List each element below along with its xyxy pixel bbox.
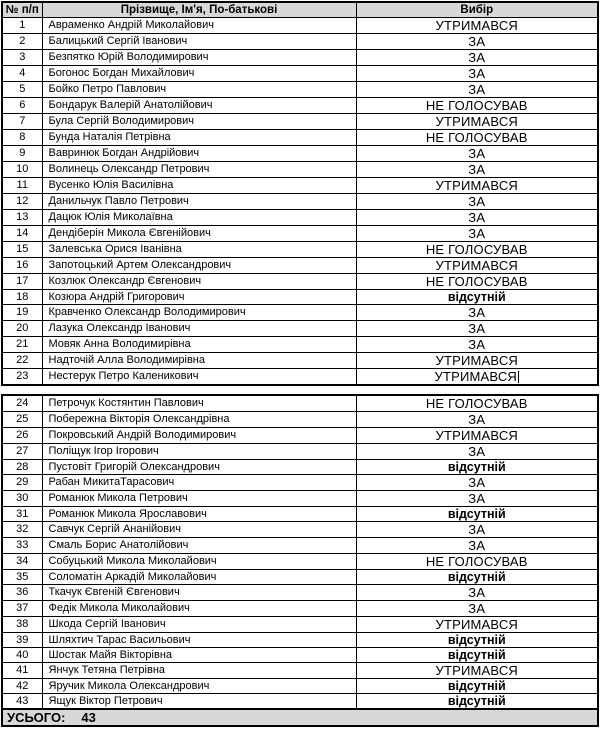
row-number-cell[interactable]: 43 — [2, 693, 42, 709]
vote-cell[interactable]: відсутній — [356, 506, 598, 521]
vote-cell[interactable]: відсутній — [356, 459, 598, 474]
voting-table-part2 — [1, 394, 599, 727]
vote-cell[interactable]: ЗА — [356, 225, 598, 241]
vote-cell[interactable]: НЕ ГОЛОСУВАВ — [356, 395, 598, 412]
vote-cell[interactable]: УТРИМАВСЯ — [356, 662, 598, 678]
vote-cell[interactable]: УТРИМАВСЯ — [356, 113, 598, 129]
table-header-row — [2, 2, 598, 17]
vote-cell[interactable]: УТРИМАВСЯ — [356, 427, 598, 443]
row-number-cell[interactable]: 21 — [2, 336, 42, 352]
table-row — [2, 289, 598, 304]
row-number-cell[interactable]: 18 — [2, 289, 42, 304]
table-row — [2, 273, 598, 289]
deputy-name-cell[interactable]: Романюк Микола Петрович — [42, 490, 356, 506]
vote-cell[interactable]: ЗА — [356, 521, 598, 537]
vote-cell[interactable]: відсутній — [356, 289, 598, 304]
deputy-name-cell[interactable]: Данильчук Павло Петрович — [42, 193, 356, 209]
deputy-name-cell[interactable]: Савчук Сергій Ананійович — [42, 521, 356, 537]
row-number-cell[interactable]: 41 — [2, 662, 42, 678]
row-number-cell[interactable]: 16 — [2, 257, 42, 273]
row-number-cell[interactable]: 2 — [2, 33, 42, 49]
row-number-cell[interactable]: 6 — [2, 97, 42, 113]
row-number-cell[interactable]: 5 — [2, 81, 42, 97]
row-number-cell[interactable]: 13 — [2, 209, 42, 225]
deputy-name-cell[interactable]: Мовяк Анна Володимирівна — [42, 336, 356, 352]
row-number-cell[interactable]: 35 — [2, 569, 42, 584]
table-row — [2, 177, 598, 193]
vote-cell[interactable]: ЗА — [356, 490, 598, 506]
vote-cell[interactable]: НЕ ГОЛОСУВАВ — [356, 273, 598, 289]
deputy-name-cell[interactable]: Вусенко Юлія Василівна — [42, 177, 356, 193]
table-row — [2, 521, 598, 537]
row-number-cell[interactable]: 31 — [2, 506, 42, 521]
vote-cell[interactable]: ЗА — [356, 443, 598, 459]
deputy-name-cell[interactable]: Федік Микола Миколайович — [42, 600, 356, 616]
table-row — [2, 632, 598, 647]
row-number-cell[interactable]: 37 — [2, 600, 42, 616]
vote-cell[interactable]: ЗА — [356, 411, 598, 427]
header-name-column[interactable]: Прізвище, Ім'я, По-батькові — [42, 2, 356, 17]
row-number-cell[interactable]: 4 — [2, 65, 42, 81]
vote-cell[interactable]: ЗА — [356, 304, 598, 320]
vote-cell[interactable]: НЕ ГОЛОСУВАВ — [356, 129, 598, 145]
table-row — [2, 368, 598, 385]
deputy-name-cell[interactable]: Авраменко Андрій Миколайович — [42, 17, 356, 33]
table-row — [2, 490, 598, 506]
row-number-cell[interactable]: 20 — [2, 320, 42, 336]
deputy-name-cell[interactable]: Богонос Богдан Михайлович — [42, 65, 356, 81]
vote-cell[interactable]: відсутній — [356, 647, 598, 662]
deputy-name-cell[interactable]: Поліщук Ігор Ігорович — [42, 443, 356, 459]
vote-cell[interactable]: НЕ ГОЛОСУВАВ — [356, 97, 598, 113]
vote-cell[interactable]: ЗА — [356, 193, 598, 209]
vote-cell[interactable]: ЗА — [356, 320, 598, 336]
total-row — [2, 709, 598, 726]
row-number-cell[interactable]: 1 — [2, 17, 42, 33]
deputy-name-cell[interactable]: Побережна Вікторія Олександрівна — [42, 411, 356, 427]
deputy-name-cell[interactable]: Балицький Сергій Іванович — [42, 33, 356, 49]
table-row — [2, 81, 598, 97]
table-row — [2, 49, 598, 65]
deputy-name-cell[interactable]: Ящук Віктор Петрович — [42, 693, 356, 709]
table-row — [2, 616, 598, 632]
row-number-cell[interactable]: 3 — [2, 49, 42, 65]
deputy-name-cell[interactable]: Залевська Орися Іванівна — [42, 241, 356, 257]
deputy-name-cell[interactable]: Надточій Алла Володимирівна — [42, 352, 356, 368]
row-number-cell[interactable]: 32 — [2, 521, 42, 537]
table-row — [2, 97, 598, 113]
table-row — [2, 553, 598, 569]
vote-cell[interactable]: ЗА — [356, 145, 598, 161]
table-row — [2, 411, 598, 427]
table-row — [2, 129, 598, 145]
vote-cell[interactable]: ЗА — [356, 161, 598, 177]
deputy-name-cell[interactable]: Дендіберін Микола Євгенійович — [42, 225, 356, 241]
table-row — [2, 209, 598, 225]
vote-cell[interactable]: ЗА — [356, 584, 598, 600]
table-row — [2, 537, 598, 553]
row-number-cell[interactable]: 39 — [2, 632, 42, 647]
table-row — [2, 427, 598, 443]
row-number-cell[interactable]: 14 — [2, 225, 42, 241]
row-number-cell[interactable]: 12 — [2, 193, 42, 209]
deputy-name-cell[interactable]: Дацюк Юлія Миколаївна — [42, 209, 356, 225]
row-number-cell[interactable]: 24 — [2, 395, 42, 412]
deputy-name-cell[interactable]: Бунда Наталія Петрівна — [42, 129, 356, 145]
row-number-cell[interactable]: 29 — [2, 474, 42, 490]
row-number-cell[interactable]: 9 — [2, 145, 42, 161]
deputy-name-cell[interactable]: Петрочук Костянтин Павлович — [42, 395, 356, 412]
vote-cell[interactable]: УТРИМАВСЯ — [356, 257, 598, 273]
table-split-gap — [1, 386, 598, 394]
deputy-name-cell[interactable]: Шляхтич Тарас Васильович — [42, 632, 356, 647]
table-row — [2, 459, 598, 474]
table-row — [2, 678, 598, 693]
table-row — [2, 17, 598, 33]
table-row — [2, 113, 598, 129]
total-count: 43 — [81, 709, 96, 725]
table-row — [2, 647, 598, 662]
deputy-name-cell[interactable]: Ткачук Євгеній Євгенович — [42, 584, 356, 600]
deputy-name-cell[interactable]: Шкода Сергій Іванович — [42, 616, 356, 632]
deputy-name-cell[interactable]: Рабан МикитаТарасович — [42, 474, 356, 490]
deputy-name-cell[interactable]: Була Сергій Володимирович — [42, 113, 356, 129]
deputy-name-cell[interactable]: Янчук Тетяна Петрівна — [42, 662, 356, 678]
vote-cell[interactable]: УТРИМАВСЯ — [356, 17, 598, 33]
deputy-name-cell[interactable]: Бойко Петро Павлович — [42, 81, 356, 97]
row-number-cell[interactable]: 15 — [2, 241, 42, 257]
row-number-cell[interactable]: 28 — [2, 459, 42, 474]
table-row — [2, 693, 598, 709]
deputy-name-cell[interactable]: Пустовіт Григорій Олександрович — [42, 459, 356, 474]
deputy-name-cell[interactable]: Романюк Микола Ярославович — [42, 506, 356, 521]
vote-cell[interactable]: ЗА — [356, 33, 598, 49]
deputy-name-cell[interactable]: Собуцький Микола Миколайович — [42, 553, 356, 569]
vote-cell[interactable]: відсутній — [356, 693, 598, 709]
row-number-cell[interactable]: 38 — [2, 616, 42, 632]
row-number-cell[interactable]: 23 — [2, 368, 42, 385]
vote-cell[interactable]: ЗА — [356, 336, 598, 352]
table-row — [2, 161, 598, 177]
vote-cell[interactable]: ЗА — [356, 65, 598, 81]
row-number-cell[interactable]: 8 — [2, 129, 42, 145]
vote-cell[interactable]: УТРИМАВСЯ — [356, 368, 598, 385]
deputy-name-cell[interactable]: Кравченко Олександр Володимирович — [42, 304, 356, 320]
vote-cell[interactable]: відсутній — [356, 569, 598, 584]
row-number-cell[interactable]: 10 — [2, 161, 42, 177]
deputy-name-cell[interactable]: Запотоцький Артем Олександрович — [42, 257, 356, 273]
vote-cell[interactable]: НЕ ГОЛОСУВАВ — [356, 241, 598, 257]
deputy-name-cell[interactable]: Смаль Борис Анатолійович — [42, 537, 356, 553]
row-number-cell[interactable]: 25 — [2, 411, 42, 427]
deputy-name-cell[interactable]: Соломатін Аркадій Миколайович — [42, 569, 356, 584]
row-number-cell[interactable]: 11 — [2, 177, 42, 193]
vote-cell[interactable]: ЗА — [356, 537, 598, 553]
table-row — [2, 336, 598, 352]
table-row — [2, 193, 598, 209]
row-number-cell[interactable]: 34 — [2, 553, 42, 569]
deputy-name-cell[interactable]: Лазука Олександр Іванович — [42, 320, 356, 336]
row-number-cell[interactable]: 42 — [2, 678, 42, 693]
vote-cell[interactable]: ЗА — [356, 600, 598, 616]
table-row — [2, 320, 598, 336]
table-row — [2, 145, 598, 161]
vote-cell[interactable]: відсутній — [356, 678, 598, 693]
table-row — [2, 33, 598, 49]
vote-cell[interactable]: ЗА — [356, 81, 598, 97]
vote-cell[interactable]: НЕ ГОЛОСУВАВ — [356, 553, 598, 569]
vote-cell[interactable]: ЗА — [356, 474, 598, 490]
table-row — [2, 395, 598, 412]
vote-cell[interactable]: відсутній — [356, 632, 598, 647]
total-cell[interactable] — [2, 709, 598, 726]
row-number-cell[interactable]: 26 — [2, 427, 42, 443]
deputy-name-cell[interactable]: Козлюк Олександр Євгенович — [42, 273, 356, 289]
table-row — [2, 304, 598, 320]
deputy-name-cell[interactable]: Бондарук Валерій Анатолійович — [42, 97, 356, 113]
row-number-cell[interactable]: 7 — [2, 113, 42, 129]
deputy-name-cell[interactable]: Вавринюк Богдан Андрійович — [42, 145, 356, 161]
table-row — [2, 506, 598, 521]
row-number-cell[interactable]: 30 — [2, 490, 42, 506]
vote-cell[interactable]: УТРИМАВСЯ — [356, 616, 598, 632]
vote-cell[interactable]: УТРИМАВСЯ — [356, 352, 598, 368]
deputy-name-cell[interactable]: Нестерук Петро Каленикович — [42, 368, 356, 385]
table-row — [2, 225, 598, 241]
table-row — [2, 569, 598, 584]
deputy-name-cell[interactable]: Безпятко Юрій Володимирович — [42, 49, 356, 65]
header-vote-column[interactable]: Вибір — [356, 2, 598, 17]
table-row — [2, 662, 598, 678]
table-row — [2, 443, 598, 459]
row-number-cell[interactable]: 36 — [2, 584, 42, 600]
row-number-cell[interactable]: 19 — [2, 304, 42, 320]
row-number-cell[interactable]: 33 — [2, 537, 42, 553]
header-number-column[interactable]: № п/п — [2, 2, 42, 17]
deputy-name-cell[interactable]: Шостак Майя Вікторівна — [42, 647, 356, 662]
table-row — [2, 257, 598, 273]
deputy-name-cell[interactable]: Покровський Андрій Володимирович — [42, 427, 356, 443]
table-row — [2, 65, 598, 81]
deputy-name-cell[interactable]: Яручик Микола Олександрович — [42, 678, 356, 693]
table-row — [2, 584, 598, 600]
text-cursor — [518, 371, 519, 383]
row-number-cell[interactable]: 27 — [2, 443, 42, 459]
deputy-name-cell[interactable]: Волинець Олександр Петрович — [42, 161, 356, 177]
vote-cell[interactable]: ЗА — [356, 49, 598, 65]
row-number-cell[interactable]: 17 — [2, 273, 42, 289]
deputy-name-cell[interactable]: Козюра Андрій Григорович — [42, 289, 356, 304]
table-row — [2, 600, 598, 616]
voting-table-part1 — [1, 1, 599, 386]
vote-cell[interactable]: УТРИМАВСЯ — [356, 177, 598, 193]
table-row — [2, 474, 598, 490]
row-number-cell[interactable]: 40 — [2, 647, 42, 662]
table-row — [2, 352, 598, 368]
row-number-cell[interactable]: 22 — [2, 352, 42, 368]
table-row — [2, 241, 598, 257]
vote-cell[interactable]: ЗА — [356, 209, 598, 225]
total-label: УСЬОГО: — [7, 709, 66, 725]
